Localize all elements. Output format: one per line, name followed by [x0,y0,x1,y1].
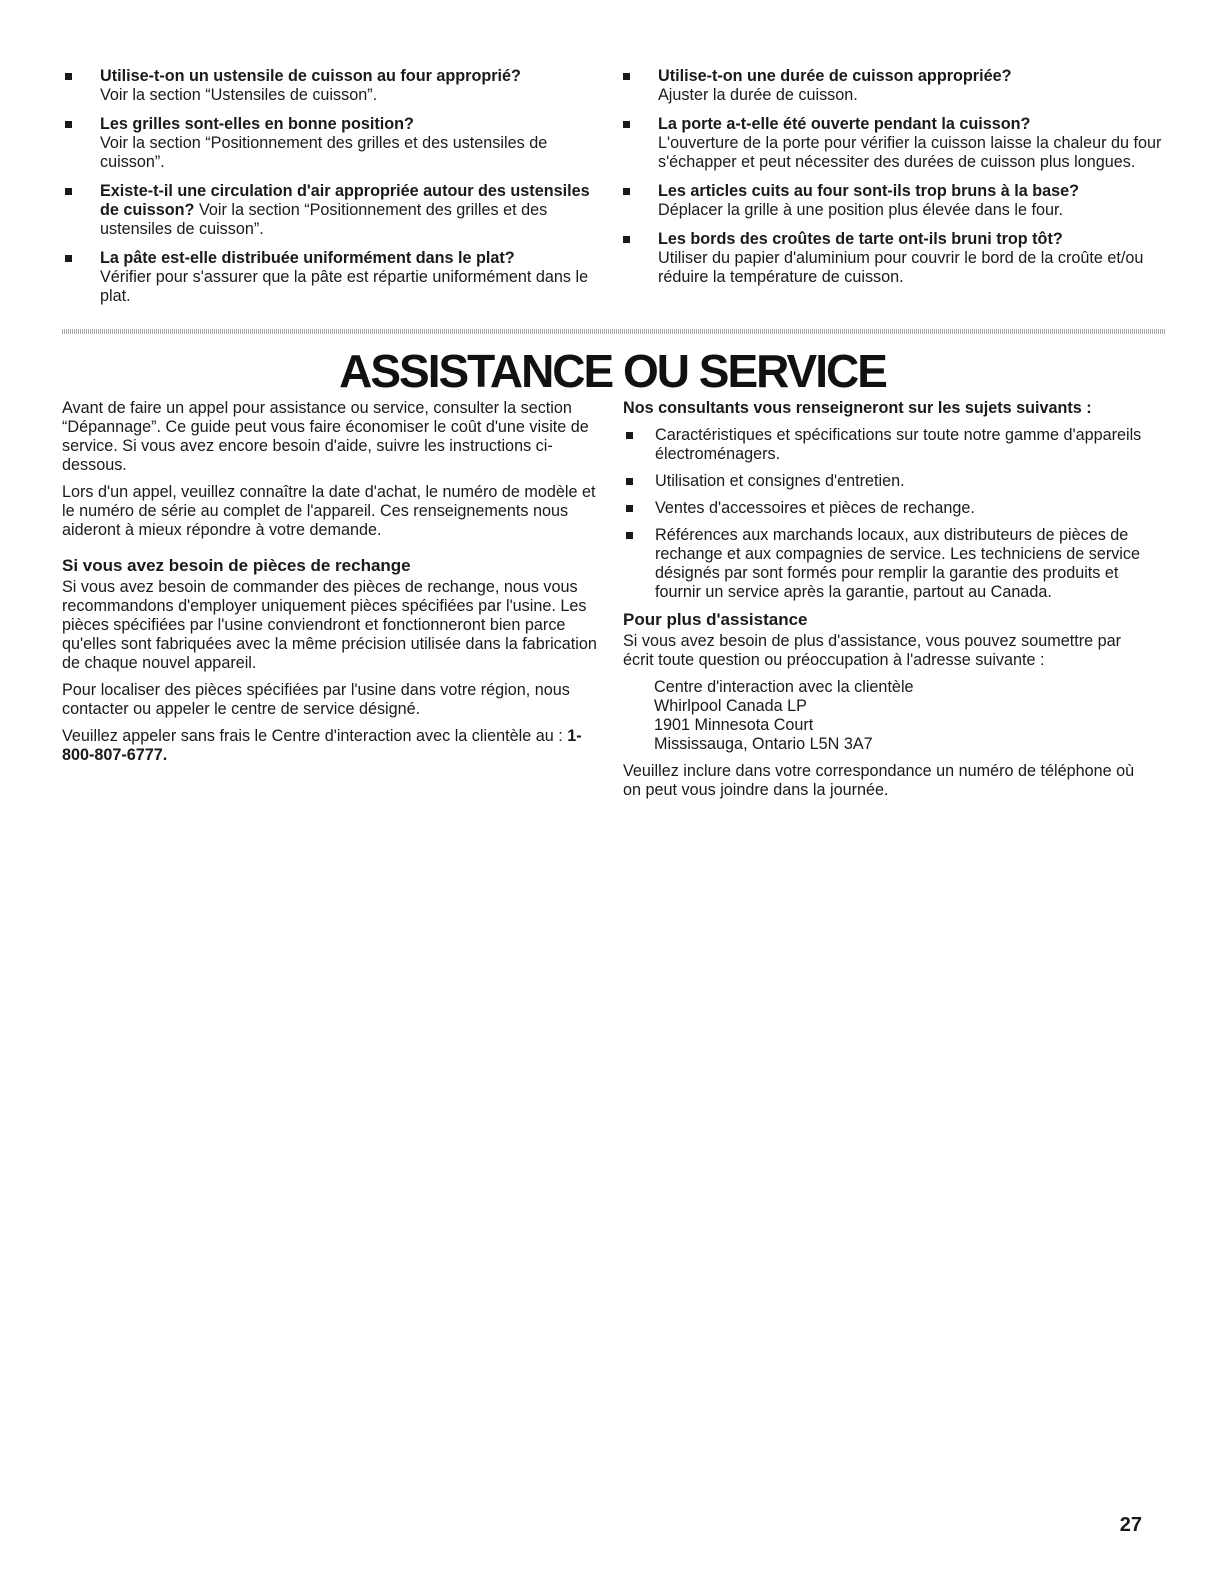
section-divider [62,329,1165,334]
bullet-item [62,249,607,306]
square-bullet-icon [65,73,72,80]
square-bullet-icon [626,505,633,512]
list-item [623,526,1153,602]
section-title: ASSISTANCE OU SERVICE [339,345,886,397]
list-item-text: Utilisation et consignes d'entretien. [655,472,905,490]
bullet-answer: Voir la section “Positionnement des grilles et des ustensiles de cuisson”. [100,134,548,171]
troubleshooting-right-column [620,67,1165,297]
square-bullet-icon [626,532,633,539]
bullet-answer: Déplacer la grille à une position plus élevée dans le four. [658,201,1063,219]
parts-heading: Si vous avez besoin de pièces de rechange [62,556,411,575]
bullet-answer: L'ouverture de la porte pour vérifier la cuisson laisse la chaleur du four s'échapper et peut nécessiter des durées de cuisson plus longues. [658,134,1162,171]
consultants-list [623,426,1153,602]
address-line: Mississauga, Ontario L5N 3A7 [654,735,873,753]
square-bullet-icon [626,432,633,439]
consultants-heading: Nos consultants vous renseigneront sur les sujets suivants : [623,399,1092,417]
bullet-item [620,230,1165,287]
bullet-question: Utilise-t-on une durée de cuisson appropriée? [658,67,1012,85]
bullet-item [62,182,607,239]
more-assistance-heading: Pour plus d'assistance [623,610,808,629]
bullet-question: Utilise-t-on un ustensile de cuisson au four approprié? [100,67,521,85]
mailing-address [623,678,1153,754]
square-bullet-icon [65,255,72,262]
more-assistance-paragraph: Si vous avez besoin de plus d'assistance, vous pouvez soumettre par écrit toute question ou préoccupation à l'adresse suivante : [623,632,1121,669]
address-line: Centre d'interaction avec la clientèle [654,678,914,696]
square-bullet-icon [623,188,630,195]
bullet-question: Les grilles sont-elles en bonne position? [100,115,414,133]
list-item [623,472,1153,491]
bullet-question: Existe-t-il une circulation d'air appropriée autour des ustensiles de cuisson? [100,182,590,219]
bullet-answer: Utiliser du papier d'aluminium pour couvrir le bord de la croûte et/ou réduire la température de cuisson. [658,249,1144,286]
list-item [623,499,1153,518]
bullet-answer: Ajuster la durée de cuisson. [658,86,858,104]
bullet-item [62,115,607,172]
bullet-item [620,67,1165,105]
square-bullet-icon [623,236,630,243]
list-item-text: Caractéristiques et spécifications sur toute notre gamme d'appareils électroménagers. [655,426,1142,463]
address-line: 1901 Minnesota Court [654,716,814,734]
bullet-question: La porte a-t-elle été ouverte pendant la cuisson? [658,115,1031,133]
list-item-text: Ventes d'accessoires et pièces de rechange. [655,499,975,517]
troubleshooting-left-column [62,67,607,316]
call-info-paragraph: Lors d'un appel, veuillez connaître la date d'achat, le numéro de modèle et le numéro de série au complet de l'appareil. Ces renseignements nous aideront à mieux répondre à votre demande. [62,483,596,539]
assistance-left-column [62,399,597,773]
bullet-question: Les articles cuits au four sont-ils trop bruns à la base? [658,182,1079,200]
list-item [623,426,1153,464]
list-item-text: Références aux marchands locaux, aux distributeurs de pièces de rechange et aux compagnies de service. Les techniciens de service désignés par sont formés pour remplir la garantie des produits et fournir un service après la garantie, partout au Canada. [655,526,1141,601]
square-bullet-icon [65,188,72,195]
bullet-answer: Vérifier pour s'assurer que la pâte est répartie uniformément dans le plat. [100,268,589,305]
bullet-item [620,182,1165,220]
call-text: Veuillez appeler sans frais le Centre d'interaction avec la clientèle au : [62,727,568,745]
closing-paragraph: Veuillez inclure dans votre correspondance un numéro de téléphone où on peut vous joindre dans la journée. [623,762,1135,799]
square-bullet-icon [65,121,72,128]
address-line: Whirlpool Canada LP [654,697,807,715]
square-bullet-icon [623,121,630,128]
bullet-answer: Voir la section “Positionnement des grilles et des ustensiles de cuisson”. [100,201,548,238]
square-bullet-icon [626,478,633,485]
parts-location-paragraph: Pour localiser des pièces spécifiées par l'usine dans votre région, nous contacter ou appeler le centre de service désigné. [62,681,570,718]
parts-paragraph: Si vous avez besoin de commander des pièces de rechange, nous vous recommandons d'employer uniquement pièces spécifiées par l'usine. Les pièces spécifiées par l'usine conviendront et fonctionneront bien parce qu'elles sont fabriquées avec la même précision utilisée dans la fabrication de chaque nouvel appareil. [62,578,597,672]
phone-number: 1-800-807-6777. [62,727,582,764]
bullet-question: Les bords des croûtes de tarte ont-ils bruni trop tôt? [658,230,1063,248]
intro-paragraph: Avant de faire un appel pour assistance ou service, consulter la section “Dépannage”. Ce guide peut vous faire économiser le coût d'une visite de service. Si vous avez encore besoin d'aide, suivre les instructions ci-dessous. [62,399,589,474]
assistance-right-column [623,399,1153,808]
page-number: 27 [1119,1514,1142,1536]
square-bullet-icon [623,73,630,80]
call-paragraph [62,727,597,765]
bullet-answer: Voir la section “Ustensiles de cuisson”. [100,86,378,104]
bullet-item [62,67,607,105]
bullet-question: La pâte est-elle distribuée uniformément dans le plat? [100,249,515,267]
bullet-item [620,115,1165,172]
